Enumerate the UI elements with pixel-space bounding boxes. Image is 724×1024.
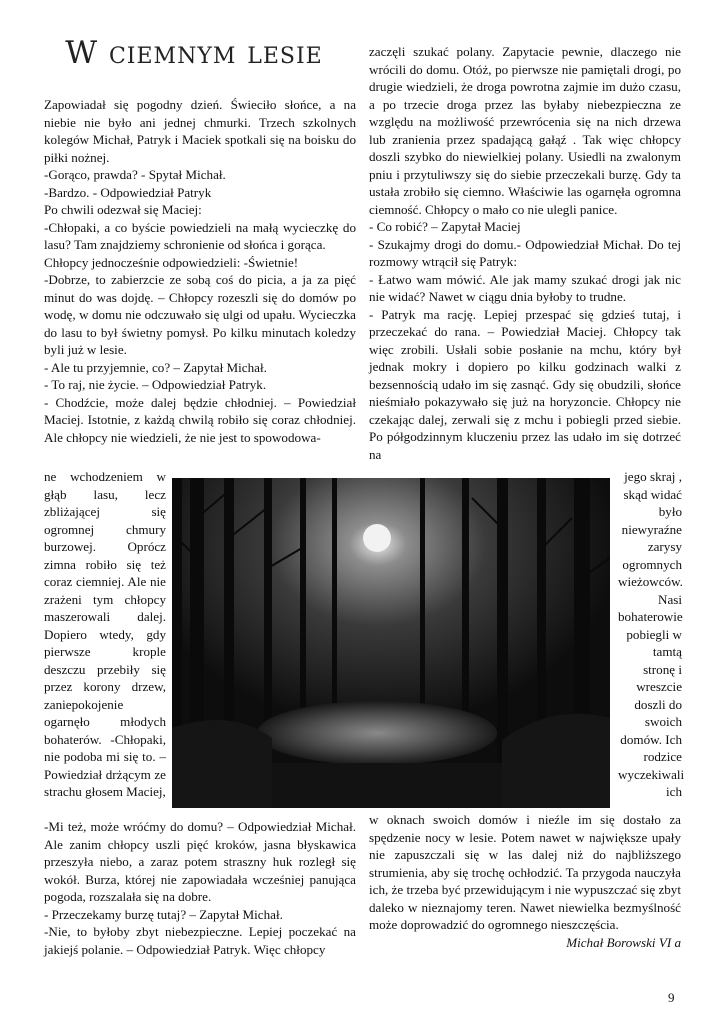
- dark-forest-moon-image: [172, 478, 610, 808]
- paragraph: w oknach swoich domów i nieźle im się dostało za spędzenie nocy w lesie. Potem nawet w największe upały nie zapuszczali się w las dalej niż do najbliższego strumienia, aby się trochę ochłodzić. Ta przygoda nauczyła ich, że trzeba być przewidującym i nie wypuszczać się zbyt daleko w nieznajomy teren. Nawet niewielka bezmyślność może doprowadzić do ogromnego nieszczęścia.: [369, 812, 681, 932]
- author-signature: Michał Borowski VI a: [566, 934, 681, 950]
- paragraph: - Szukajmy drogi do domu.- Odpowiedział Michał. Do tej rozmowy wtrącił się Patryk:: [369, 236, 681, 269]
- article-title: W ciemnym lesie: [65, 35, 323, 71]
- page-number: 9: [668, 990, 675, 1005]
- paragraph: Chłopcy jednocześnie odpowiedzieli: -Świetnie!: [44, 254, 299, 270]
- left-column-bottom: [44, 818, 356, 958]
- paragraph: -Gorąco, prawda? - Spytał Michał.: [44, 167, 226, 182]
- paragraph: - Przeczekamy burzę tutaj? – Zapytał Michał.: [44, 906, 283, 922]
- left-column-top: [44, 96, 356, 446]
- right-column-bottom: [369, 811, 681, 951]
- paragraph: -Nie, to byłoby zbyt niebezpieczne. Lepiej poczekać na jakiejś polanie. – Odpowiedział Patryk. Więc chłopcy: [44, 924, 356, 957]
- paragraph: - Ale tu przyjemnie, co? – Zapytał Michał.: [44, 359, 267, 375]
- paragraph: Po chwili odezwał się Maciej:: [44, 202, 202, 217]
- paragraph: - Patryk ma rację. Lepiej przespać się gdzieś tutaj, i przeczekać do rana. – Powiedział Maciej. Chłopcy tak więc zrobili. Usłali sobie posłanie na mchu, który był jednak mokry i dopiero po kilku godzinach walki z bezsennością udało im się zasnąć. Gdy się obudzili, słońce nieśmiało pokazywało się już na horyzoncie. Chłopcy nie czekając dalej, zerwali się z mchu i pobiegli przed siebie. Po półgodzinnym kluczeniu przez las udało im się dotrzeć na: [369, 306, 681, 462]
- paragraph: jego skraj , skąd widać było niewyraźne zarysy ogromnych wieżowców. Nasi bohaterowie pobiegli w tamtą stronę i wreszcie doszli do swoich domów. Ich rodzice wyczekiwali ich: [618, 469, 685, 799]
- right-column-top: [369, 43, 681, 463]
- paragraph: zaczęli szukać polany. Zapytacie pewnie, dlaczego nie wrócili do domu. Otóż, po pierwsze nie pamiętali drogi, po drugie wiedzieli, że droga powrotna zajmie im dużo czasu, a po trzecie droga przez las byłaby niebezpieczna ze względu na możliwość przewrócenia się na nich drzewa lub zranienia przez spadającą gałąź . Tak więc chłopcy doszli szybko do niewielkiej polany. Usiedli na zwalonym pniu i przytuliwszy się do siebie przeczekali burzę. Gdy ta ustała zrobiło się ciemno. Właściwie las ogarnęła ogromna ciemność. Chłopcy o mało co nie ulegli panice.: [369, 44, 681, 217]
- paragraph: -Dobrze, to zabierzcie ze sobą coś do picia, a ja za pięć minut do was dojdę. – Chłopcy rozeszli się do domów po wodę, w domu nie odczuwało się ulgi od upału. Wycieczka do lasu to był świetny pomysł. Po kilku minutach koledzy byli już w lesie.: [44, 272, 356, 357]
- paragraph: Zapowiadał się pogodny dzień. Świeciło słońce, a na niebie nie było ani jednej chmurki. Trzech szkolnych kolegów Michał, Patryk i Maciek spotkali się na boisku do piłki nożnej.: [44, 97, 356, 165]
- paragraph: - Co robić? – Zapytał Maciej: [369, 219, 521, 234]
- paragraph: - To raj, nie życie. – Odpowiedział Patryk.: [44, 377, 267, 392]
- paragraph: - Łatwo wam mówić. Ale jak mamy szukać drogi jak nic nie widać? Nawet w ciągu dnia byłoby to trudne.: [369, 271, 681, 304]
- paragraph: ne wchodzeniem w głąb lasu, lecz zbliżającej się ogromnej chmury burzowej. Oprócz zimna robiło się też coraz ciemniej. Ale nie zrażeni tym chłopcy maszerowali dalej. Dopiero wtedy, gdy pierwsze krople deszczu przebiły się przez korony drzew, zaniepokojenie ogarnęło młodych bohaterów. -Chłopaki, nie podoba mi się to. – Powiedział drżącym ze strachu głosem Maciej,: [44, 469, 166, 799]
- paragraph: -Mi też, może wróćmy do domu? – Odpowiedział Michał. Ale zanim chłopcy uszli pięć kroków, jasna błyskawica przeszyła niebo, a zaraz potem straszny huk rozległ się wokół. Burza, której nie zapowiadała wcześniej panująca pogoda, rozszalała się na dobre.: [44, 819, 356, 904]
- paragraph: - Chodźcie, może dalej będzie chłodniej. – Powiedział Maciej. Istotnie, z każdą chwilą robiło się coraz chłodniej. Ale chłopcy nie wiedzieli, że nie jest to spowodowa-: [44, 394, 356, 445]
- paragraph: -Bardzo. - Odpowiedział Patryk: [44, 184, 212, 200]
- left-wrap-text: [44, 468, 166, 801]
- paragraph: -Chłopaki, a co byście powiedzieli na małą wycieczkę do lasu? Tam znajdziemy schronienie od słońca i gorąca.: [44, 219, 356, 252]
- right-wrap-text: [618, 468, 685, 801]
